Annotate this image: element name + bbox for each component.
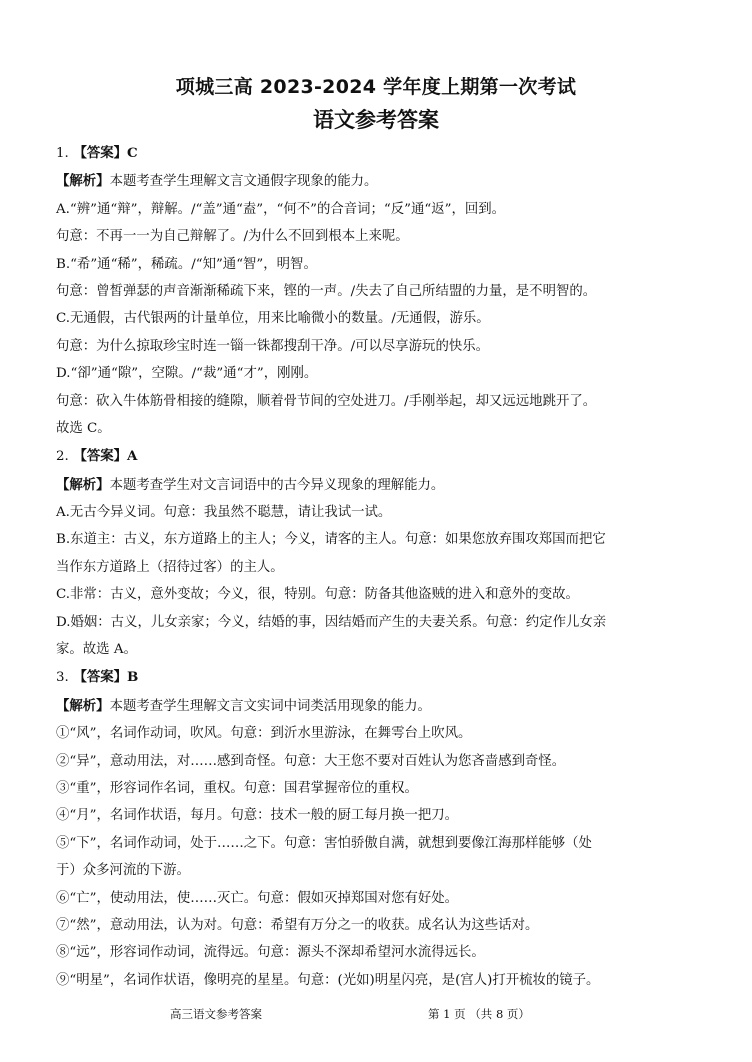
text-line: B.东道主：古义，东方道路上的主人；今义，请客的主人。句意：如果您放弃围攻郑国而把它 — [56, 532, 606, 548]
question-1-heading — [56, 143, 704, 164]
text-line: D.婚姻：古义，儿女亲家；今义，结婚的事，因结婚而产生的夫妻关系。句意：约定作儿女亲 — [56, 614, 607, 630]
text-line: C.非常：古义，意外变故；今义，很，特别。句意：防备其他盗贼的进入和意外的变故。 — [56, 587, 579, 603]
question-3-heading — [56, 667, 704, 688]
text-line: ⑦“然”，意动用法，认为对。句意：希望有万分之一的收获。成名认为这些话对。 — [56, 917, 539, 933]
analysis-tag: 【解析】 — [56, 476, 110, 493]
question-2-heading — [56, 446, 704, 467]
text-line: C.无通假，古代银两的计量单位，用来比喻微小的数量。/无通假，游乐。 — [56, 311, 490, 327]
text-line: ⑨“明星”，名词作状语，像明亮的星星。句意：(光如)明星闪亮，是(宫人)打开梳妆的镜子。 — [56, 972, 600, 988]
question-2-answer: 【答案】A — [73, 448, 138, 465]
text-line: ③“重”，形容词作名词，重权。句意：国君掌握帝位的重权。 — [56, 780, 418, 796]
question-2-number: 2. — [56, 449, 69, 465]
footer-page-number: 第 1 页 （共 8 页） — [428, 1007, 530, 1021]
question-3-analysis — [56, 696, 704, 717]
text-line: ④“月”，名词作状语，每月。句意：技术一般的厨工每月换一把刀。 — [56, 808, 459, 824]
analysis-tag: 【解析】 — [56, 173, 110, 190]
text-line: 于）众多河流的下游。 — [56, 863, 190, 879]
analysis-text: 本题考查学生理解文言文实词中词类活用现象的能力。 — [109, 698, 431, 714]
document-subtitle: 语文参考答案 — [313, 108, 439, 132]
text-line: ⑧“远”，形容词作动词，流得远。句意：源头不深却希望河水流得远长。 — [56, 945, 485, 961]
text-line: ②“异”，意动用法，对……感到奇怪。句意：大王您不要对百姓认为您吝啬感到奇怪。 — [56, 753, 566, 769]
footer-doc-name: 高三语文参考答案 — [170, 1007, 262, 1021]
text-line: 句意：不再一一为自己辩解了。/为什么不回到根本上来呢。 — [56, 229, 409, 245]
text-line: 当作东方道路上（招待过客）的主人。 — [56, 559, 284, 575]
text-line: ⑤“下”，名词作动词，处于……之下。句意：害怕骄傲自满，就想到要像江海那样能够（处 — [56, 835, 592, 851]
analysis-tag: 【解析】 — [56, 697, 110, 714]
question-1-number: 1. — [56, 146, 69, 161]
analysis-text: 本题考查学生对文言词语中的古今异义现象的理解能力。 — [109, 477, 445, 493]
question-3-number: 3. — [56, 670, 69, 686]
text-line: 家。故选 A。 — [56, 642, 137, 658]
answer-body — [56, 143, 704, 998]
exam-title: 项城三高 2023-2024 学年度上期第一次考试 — [175, 76, 577, 98]
text-line: 句意：曾皙弹瑟的声音渐渐稀疏下来，铿的一声。/失去了自己所结盟的力量，是不明智的。 — [56, 283, 597, 299]
analysis-text: 本题考查学生理解文言文通假字现象的能力。 — [109, 174, 378, 190]
text-line: D.“卻”通“隙”，空隙。/“裁”通“才”，刚刚。 — [56, 366, 318, 382]
text-line: 句意：为什么掠取珍宝时连一锱一铢都搜刮干净。/可以尽享游玩的快乐。 — [56, 338, 490, 354]
question-1-analysis — [56, 171, 704, 192]
question-1-answer: 【答案】C — [73, 145, 138, 161]
question-3-answer: 【答案】B — [73, 669, 139, 686]
text-line: ⑥“亡”，使动用法，使……灭亡。句意：假如灭掉郑国对您有好处。 — [56, 890, 459, 906]
text-line: B.“希”通“稀”，稀疏。/“知”通“智”，明智。 — [56, 256, 317, 272]
text-line: 故选 C。 — [56, 420, 111, 436]
question-2-analysis — [56, 475, 704, 496]
text-line: A.“辨”通“辩”，辩解。/“盖”通“盍”，“何不”的合音词；“反”通“返”，回到。 — [56, 201, 506, 217]
text-line: ①“风”，名词作动词，吹风。句意：到沂水里游泳，在舞雩台上吹风。 — [56, 726, 472, 742]
text-line: 句意：砍入牛体筋骨相接的缝隙，顺着骨节间的空处进刀。/手刚举起，却又远远地跳开了。 — [56, 393, 597, 409]
text-line: A.无古今异义词。句意：我虽然不聪慧，请让我试一试。 — [56, 505, 392, 521]
